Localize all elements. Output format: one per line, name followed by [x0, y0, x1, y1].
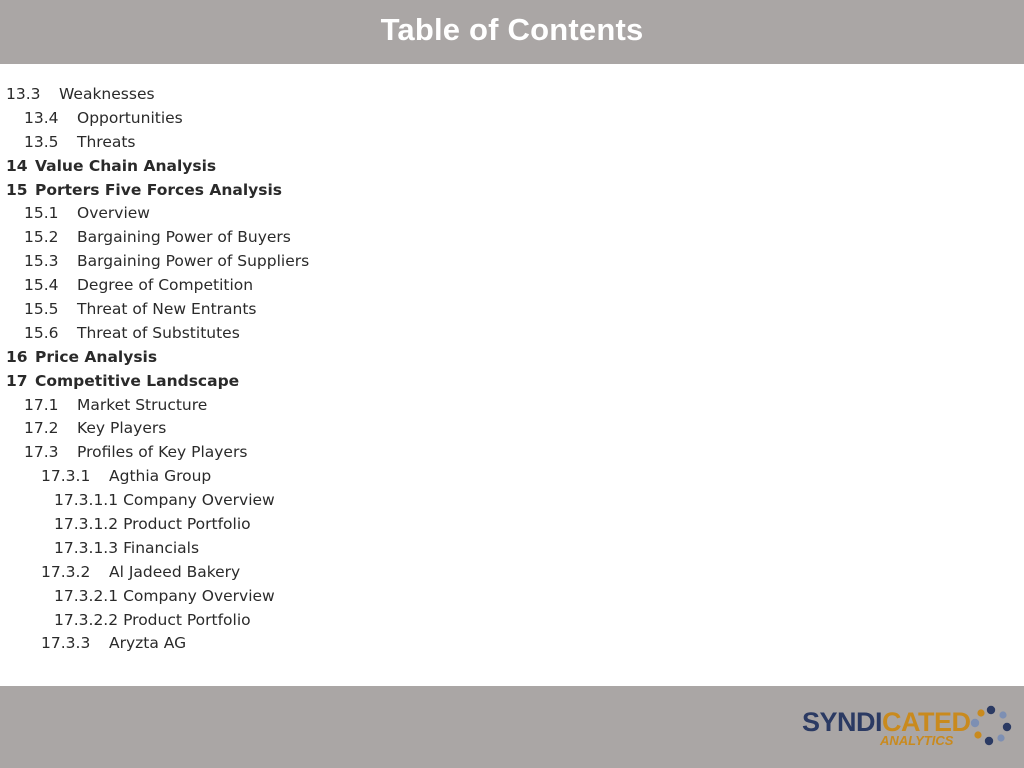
toc-entry-number: 17.3.1.3: [54, 538, 119, 557]
toc-entry-title: Aryzta AG: [109, 634, 187, 653]
toc-entry-title: Agthia Group: [109, 467, 212, 486]
toc-entry-title: Market Structure: [77, 395, 208, 414]
toc-entry: [6, 465, 309, 489]
toc-entry-title: Profiles of Key Players: [77, 443, 248, 462]
header-band: [0, 0, 1024, 64]
toc-entry-title: Bargaining Power of Suppliers: [77, 252, 310, 271]
toc-entry: [6, 513, 309, 537]
toc-entry-number: 13.3: [6, 85, 41, 103]
toc-entry-number: 17.3.2.2: [54, 610, 119, 629]
toc-entry: [6, 489, 309, 513]
toc-entry-number: 15.2: [24, 228, 59, 247]
toc-entry-title: Bargaining Power of Buyers: [77, 228, 291, 247]
toc-entry-title: Al Jadeed Bakery: [109, 562, 241, 581]
toc-entry-number: 17.3.1.2: [54, 515, 119, 534]
toc-entry-number: 17.3.1.1: [54, 491, 119, 510]
toc-entry-title: Price Analysis: [35, 347, 158, 366]
toc-entry: [6, 226, 309, 250]
toc-entry: [6, 561, 309, 585]
toc-entry: [6, 298, 309, 322]
toc-entry-number: 17.3.1: [41, 467, 91, 486]
toc-entry-title: Value Chain Analysis: [35, 156, 217, 175]
toc-entry-number: 15.5: [24, 300, 59, 319]
toc-entry-title: Weaknesses: [59, 85, 155, 103]
toc-entry: [6, 632, 309, 656]
toc-entry: [6, 346, 309, 370]
toc-entry: [6, 83, 309, 107]
logo-circle-icon: [970, 704, 1012, 746]
toc-entry: [6, 274, 309, 298]
toc-entry-title: Threat of Substitutes: [77, 323, 240, 342]
logo-subtitle: ANALYTICS: [880, 733, 954, 748]
toc-entry: [6, 155, 309, 179]
toc-entry-number: 17.3: [24, 443, 59, 462]
table-of-contents-list: [6, 83, 309, 656]
toc-entry-number: 17.3.2: [41, 562, 91, 581]
toc-entry-title: Company Overview: [123, 491, 275, 510]
toc-entry-title: Porters Five Forces Analysis: [35, 180, 283, 199]
toc-entry-number: 16: [6, 347, 28, 366]
toc-entry-number: 17.2: [24, 419, 59, 438]
toc-entry-number: 15.1: [24, 204, 59, 223]
toc-entry-number: 17.3.2.1: [54, 586, 119, 605]
toc-entry-number: 17.1: [24, 395, 59, 414]
toc-entry-number: 15.4: [24, 276, 59, 295]
toc-entry: [6, 107, 309, 131]
syndicated-analytics-logo: [802, 704, 1012, 754]
toc-entry-number: 14: [6, 156, 28, 175]
toc-entry: [6, 417, 309, 441]
toc-entry-number: 13.5: [24, 132, 59, 151]
toc-entry-title: Competitive Landscape: [35, 371, 240, 390]
toc-entry-number: 15.6: [24, 323, 59, 342]
toc-entry: [6, 202, 309, 226]
toc-entry-title: Opportunities: [77, 108, 183, 127]
toc-entry-number: 17: [6, 371, 28, 390]
toc-entry-title: Product Portfolio: [123, 610, 251, 629]
toc-entry: [6, 179, 309, 203]
toc-entry-number: 15.3: [24, 252, 59, 271]
toc-entry: [6, 131, 309, 155]
toc-entry: [6, 250, 309, 274]
toc-entry-title: Key Players: [77, 419, 167, 438]
page-title: Table of Contents: [380, 11, 644, 47]
toc-entry-title: Threats: [77, 132, 136, 151]
toc-entry: [6, 370, 309, 394]
logo-wordmark: SYNDICATED: [802, 707, 971, 737]
toc-entry-number: 13.4: [24, 108, 59, 127]
toc-entry-title: Product Portfolio: [123, 515, 251, 534]
toc-entry: [6, 441, 309, 465]
toc-entry: [6, 609, 309, 633]
toc-entry: [6, 537, 309, 561]
toc-entry-title: Threat of New Entrants: [77, 300, 257, 319]
toc-entry-title: Company Overview: [123, 586, 275, 605]
toc-entry: [6, 394, 309, 418]
toc-entry-number: 15: [6, 180, 28, 199]
toc-entry-number: 17.3.3: [41, 634, 91, 653]
footer-band: [0, 686, 1024, 768]
toc-entry: [6, 585, 309, 609]
toc-entry: [6, 322, 309, 346]
toc-entry-title: Degree of Competition: [77, 276, 254, 295]
toc-entry-title: Overview: [77, 204, 150, 223]
toc-entry-title: Financials: [123, 538, 200, 557]
